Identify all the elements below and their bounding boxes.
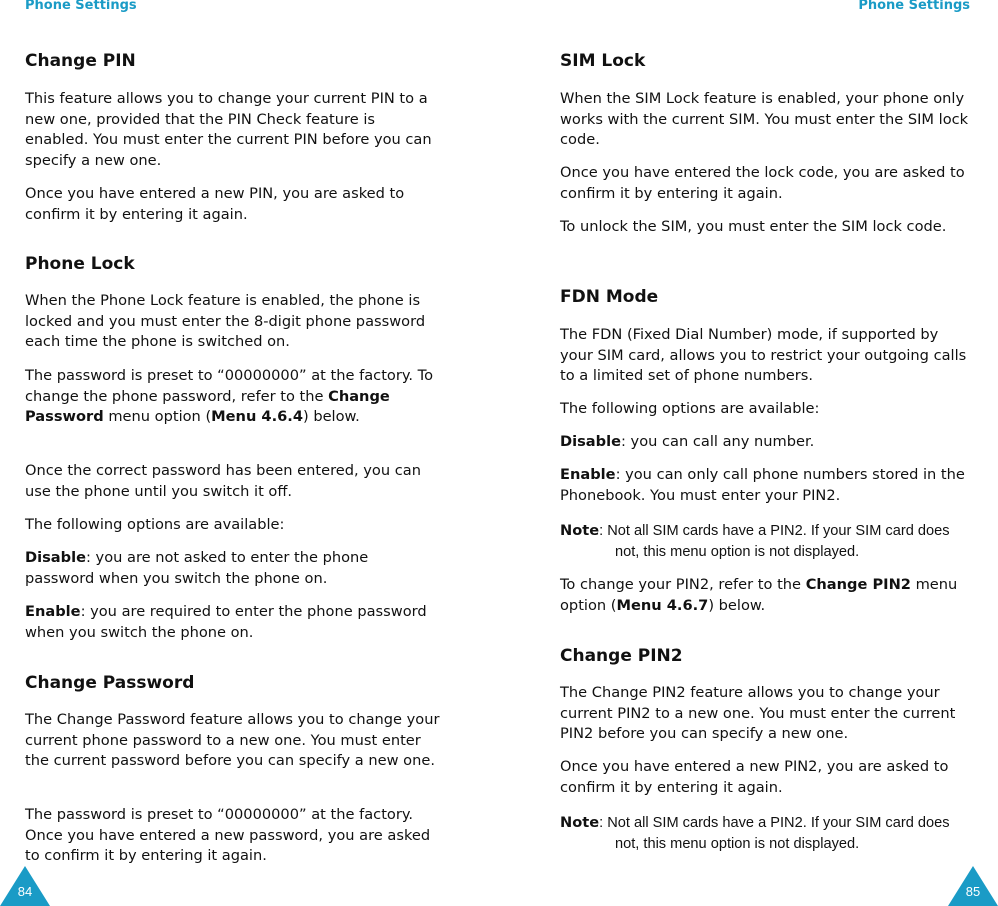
paragraph [25, 548, 440, 589]
text: Change PIN2 [560, 646, 683, 666]
section-heading [560, 51, 975, 72]
note [560, 521, 975, 562]
text: The following options are available: [560, 400, 820, 417]
paragraph [25, 515, 440, 536]
paragraph [25, 366, 440, 428]
text: : you can call any number. [621, 433, 815, 450]
text: When the SIM Lock feature is enabled, your phone only works with the current SIM. You must enter the SIM lock code. [560, 90, 969, 149]
text: : you are not asked to enter the phone password when you switch the phone on. [25, 549, 369, 587]
bold-text: Change PIN2 [805, 576, 911, 593]
paragraph [25, 805, 440, 867]
text: Once you have entered the lock code, you are asked to confirm it by entering it again. [560, 164, 965, 202]
text: ) below. [708, 596, 766, 614]
bold-text: Note [560, 814, 600, 831]
paragraph [560, 325, 975, 387]
section-heading [25, 51, 440, 72]
section-heading [560, 287, 975, 308]
paragraph [25, 184, 440, 225]
running-header-right: Phone Settings [858, 0, 970, 13]
running-header-left: Phone Settings [25, 0, 137, 13]
bold-text: Disable [25, 549, 86, 566]
text: The following options are available: [25, 516, 285, 533]
text: The password is preset to “00000000” at the factory. Once you have entered a new password, you are asked to confirm it by entering it again. [25, 806, 431, 865]
text: SIM Lock [560, 51, 646, 71]
note [560, 813, 975, 854]
text: Change Password [25, 673, 195, 693]
paragraph [25, 602, 440, 643]
text: Once you have entered a new PIN, you are asked to confirm it by entering it again. [25, 185, 405, 223]
text: : Not all SIM cards have a PIN2. If your SIM card does not, this menu option is not displayed. [599, 815, 950, 852]
text: Once the correct password has been entered, you can use the phone until you switch it off. [25, 462, 421, 500]
paragraph [560, 217, 975, 238]
paragraph [25, 461, 440, 502]
paragraph [560, 432, 975, 453]
text: ) below. [302, 408, 360, 426]
text: menu option ( [103, 408, 212, 426]
text: To change your PIN2, refer to the [560, 576, 806, 593]
text: FDN Mode [560, 287, 659, 307]
text: Phone Lock [25, 254, 135, 274]
paragraph [25, 710, 440, 772]
section-heading [25, 254, 440, 275]
text: The password is preset to “00000000” at the factory. To change the phone password, refer to the [25, 367, 434, 405]
bold-text: Enable [25, 603, 81, 620]
paragraph [25, 89, 440, 172]
text: The Change PIN2 feature allows you to change your current PIN2 to a new one. You must enter the current PIN2 before you can specify a new one. [560, 684, 956, 743]
text: menu option ( [560, 576, 958, 614]
bold-text: Change Password [25, 387, 390, 426]
text: Change PIN [25, 51, 136, 71]
text: This feature allows you to change your current PIN to a new one, provided that the PIN Check feature is enabled. You must enter the current PIN before you can specify a new one. [25, 90, 432, 170]
text: Once you have entered a new PIN2, you are asked to confirm it by entering it again. [560, 758, 949, 796]
text: : you can only call phone numbers stored in the Phonebook. You must enter your PIN2. [560, 466, 965, 504]
section-heading [25, 673, 440, 694]
paragraph [560, 575, 975, 616]
paragraph [25, 291, 440, 353]
text: The FDN (Fixed Dial Number) mode, if supported by your SIM card, allows you to restrict your outgoing calls to a limited set of phone numbers. [560, 326, 967, 385]
text: : you are required to enter the phone password when you switch the phone on. [25, 603, 427, 641]
paragraph [560, 399, 975, 420]
paragraph [560, 163, 975, 204]
text: : Not all SIM cards have a PIN2. If your SIM card does not, this menu option is not displayed. [599, 523, 950, 560]
bold-text: Note [560, 522, 600, 539]
text: To unlock the SIM, you must enter the SIM lock code. [560, 218, 947, 235]
paragraph [560, 89, 975, 151]
paragraph [560, 683, 975, 745]
paragraph [560, 757, 975, 798]
bold-text: Enable [560, 466, 616, 483]
bold-text: Menu 4.6.4 [211, 408, 303, 426]
page-number-right: 85 [965, 884, 981, 899]
paragraph [560, 465, 975, 506]
bold-text: Menu 4.6.7 [616, 596, 709, 614]
bold-text: Disable [560, 433, 621, 450]
text: The Change Password feature allows you to change your current phone password to a new one. You must enter the current password before you can specify a new one. [25, 711, 440, 770]
section-heading [560, 646, 975, 667]
page-number-left: 84 [17, 884, 33, 899]
text: When the Phone Lock feature is enabled, the phone is locked and you must enter the 8-digit phone password each time the phone is switched on. [25, 292, 426, 351]
